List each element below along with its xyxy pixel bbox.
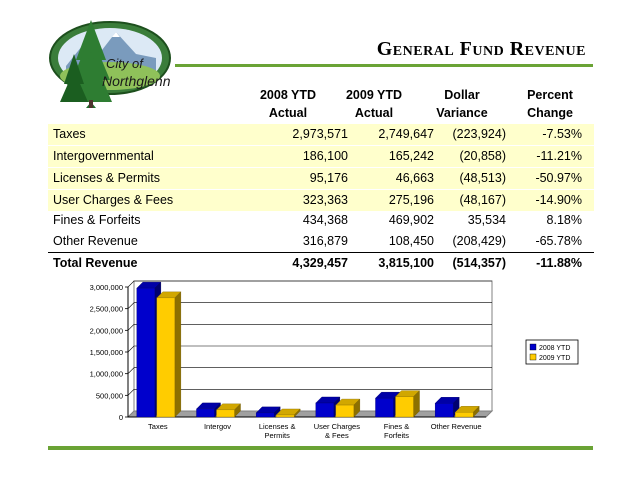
bar-2009-ytd <box>396 397 414 417</box>
header-2008-line1: 2008 YTD <box>259 88 317 102</box>
y-tick-label: 2,500,000 <box>89 304 123 314</box>
page-title: General Fund Revenue <box>376 38 586 60</box>
row-2008: 2,973,571 <box>292 127 348 141</box>
header-percent <box>510 86 590 122</box>
table-row <box>48 146 594 167</box>
bar-2009-ytd <box>157 298 175 417</box>
bar-2009-ytd <box>336 405 354 417</box>
total-2008: 4,329,457 <box>292 256 348 270</box>
row-percent: -11.21% <box>536 149 582 163</box>
row-2009: 46,663 <box>395 171 434 185</box>
x-tick-label: Intergov <box>203 422 232 431</box>
row-variance: (208,429) <box>452 234 506 248</box>
table-row <box>48 190 594 211</box>
bar-2009-ytd <box>276 415 294 417</box>
header-2008 <box>248 86 328 122</box>
logo-text-name: Northglenn <box>102 73 171 89</box>
row-label: Intergovernmental <box>53 149 154 163</box>
header-2009-line1: 2009 YTD <box>345 88 403 102</box>
legend-swatch <box>530 354 536 360</box>
row-label: Licenses & Permits <box>53 171 160 185</box>
legend-swatch <box>530 344 536 350</box>
header-2008-line2: Actual <box>268 106 308 120</box>
table-row <box>48 231 594 252</box>
bar-side <box>175 292 181 417</box>
x-tick-label: User Charges <box>313 422 360 431</box>
row-variance: (48,167) <box>459 193 506 207</box>
header-2009 <box>334 86 414 122</box>
row-variance: (223,924) <box>452 127 506 141</box>
header-variance-line2: Variance <box>436 106 488 120</box>
row-label: Other Revenue <box>53 234 138 248</box>
x-tick-label: Permits <box>264 431 290 440</box>
y-tick-label: 0 <box>118 413 123 422</box>
bar-2008-ytd <box>197 409 215 417</box>
x-tick-label: & Fees <box>324 431 349 440</box>
row-2009: 275,196 <box>388 193 434 207</box>
y-tick-label: 1,000,000 <box>89 369 123 379</box>
row-percent: -14.90% <box>535 193 582 207</box>
row-2008: 95,176 <box>309 171 348 185</box>
row-label: User Charges & Fees <box>53 193 174 207</box>
y-tick-label: 1,500,000 <box>89 348 123 357</box>
row-2009: 2,749,647 <box>378 127 434 141</box>
row-2008: 434,368 <box>302 213 348 227</box>
row-variance: 35,534 <box>467 213 506 227</box>
x-tick-label: Other Revenue <box>430 422 482 431</box>
row-2009: 108,450 <box>388 234 434 248</box>
row-2009: 165,242 <box>388 149 434 163</box>
row-variance: (20,858) <box>459 149 506 163</box>
row-label: Taxes <box>53 127 86 141</box>
table-row <box>48 124 594 145</box>
total-label: Total Revenue <box>53 256 138 270</box>
row-label: Fines & Forfeits <box>53 213 141 227</box>
bar-2008-ytd <box>137 288 155 417</box>
bar-2008-ytd <box>316 403 334 417</box>
row-variance: (48,513) <box>459 171 506 185</box>
row-percent: -50.97% <box>535 171 582 185</box>
table-total-row <box>48 252 594 273</box>
total-variance: (514,357) <box>452 256 506 270</box>
title-divider <box>175 64 593 67</box>
x-tick-label: Fines & <box>383 422 410 431</box>
total-percent: -11.88% <box>536 256 582 270</box>
header-percent-line1: Percent <box>527 88 573 102</box>
bar-2009-ytd <box>455 412 473 417</box>
legend-label: 2008 YTD <box>539 345 571 352</box>
row-percent: -65.78% <box>535 234 582 248</box>
row-2008: 316,879 <box>302 234 348 248</box>
bar-2008-ytd <box>435 403 453 417</box>
bottom-divider <box>48 446 593 450</box>
row-2008: 323,363 <box>302 193 348 207</box>
header-percent-line2: Change <box>527 106 573 120</box>
bar-2009-ytd <box>217 410 235 417</box>
x-tick-label: Licenses & <box>258 422 296 431</box>
row-2008: 186,100 <box>302 149 348 163</box>
northglenn-logo <box>44 14 174 110</box>
row-percent: 8.18% <box>546 213 582 227</box>
legend-label: 2009 YTD <box>539 355 571 362</box>
bar-2008-ytd <box>376 398 394 417</box>
total-2009: 3,815,100 <box>378 256 434 270</box>
header-variance-line1: Dollar <box>444 88 480 102</box>
y-tick-label: 2,000,000 <box>89 326 123 336</box>
row-percent: -7.53% <box>542 127 582 141</box>
header-variance <box>420 86 504 122</box>
x-tick-label: Forfeits <box>383 431 410 440</box>
table-row <box>48 168 594 189</box>
logo-text-city: City of <box>106 56 143 71</box>
y-tick-label: 500,000 <box>95 391 123 401</box>
row-2009: 469,902 <box>388 213 434 227</box>
bar-2008-ytd <box>256 413 274 417</box>
revenue-bar-chart <box>48 278 593 446</box>
table-row <box>48 210 594 231</box>
x-tick-label: Taxes <box>148 422 168 431</box>
y-tick-label: 3,000,000 <box>89 283 123 292</box>
header-2009-line2: Actual <box>354 106 394 120</box>
